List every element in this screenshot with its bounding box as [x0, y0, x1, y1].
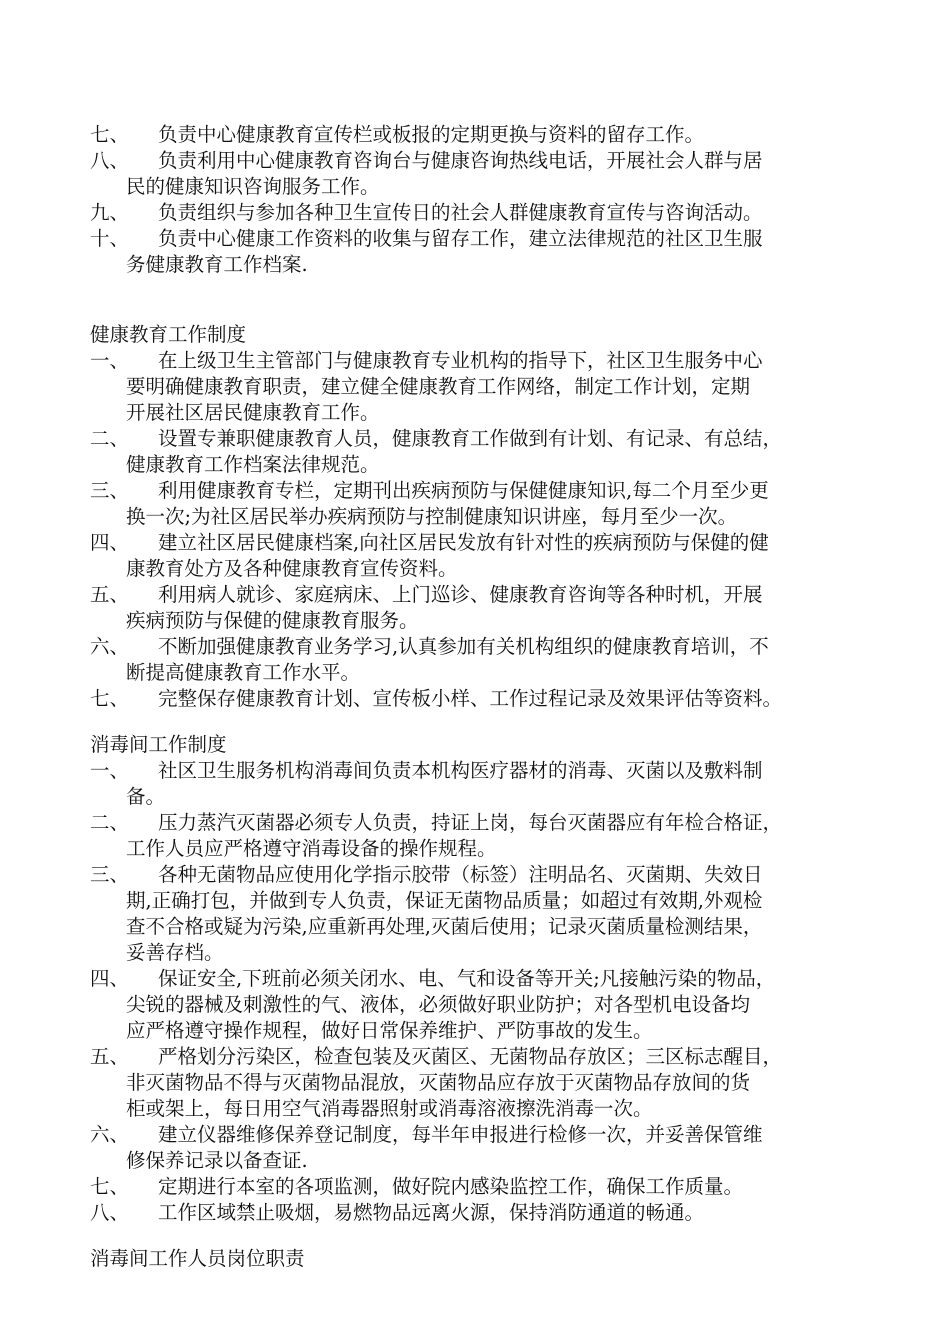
- list-item-number: 七、: [90, 687, 130, 710]
- section-title-disinfection-staff: 消毒间工作人员岗位职责: [90, 1247, 305, 1270]
- list-item: [90, 348, 870, 426]
- list-item: [90, 200, 870, 226]
- list-item-text: [126, 426, 870, 478]
- list-item-text: [126, 226, 870, 278]
- text-line: 在上级卫生主管部门与健康教育专业机构的指导下，社区卫生服务中心: [158, 349, 763, 372]
- list-item: [90, 530, 870, 582]
- text-line: 压力蒸汽灭菌器必须专人负责，持证上岗，每台灭菌器应有年检合格证，: [158, 811, 783, 834]
- list-item-number: 二、: [90, 811, 130, 834]
- text-line: 应严格遵守操作规程，做好日常保养维护、严防事故的发生。: [126, 1019, 653, 1042]
- text-line: 康教育处方及各种健康教育宣传资料。: [126, 557, 458, 580]
- list-item: [90, 122, 870, 148]
- list-item-number: 三、: [90, 863, 130, 886]
- list-item-text: [126, 1044, 870, 1122]
- list-item: [90, 582, 870, 634]
- list-item-text: [158, 200, 870, 226]
- text-line: 非灭菌物品不得与灭菌物品混放，灭菌物品应存放于灭菌物品存放间的货: [126, 1071, 751, 1094]
- text-line: 开展社区居民健康教育工作。: [126, 401, 380, 424]
- list-item: [90, 226, 870, 278]
- list-item-text: [126, 348, 870, 426]
- list-item-text: [158, 686, 870, 712]
- list-item: [90, 634, 870, 686]
- text-line: 断提高健康教育工作水平。: [126, 661, 361, 684]
- list-item-number: 二、: [90, 427, 130, 450]
- text-line: 建立仪器维修保养登记制度，每半年申报进行检修一次，并妥善保管维: [158, 1123, 763, 1146]
- list-item: [90, 148, 870, 200]
- section-0: [90, 122, 870, 278]
- text-line: 建立社区居民健康档案,向社区居民发放有针对性的疾病预防与保健的健: [158, 531, 769, 554]
- text-line: 妥善存档。: [126, 941, 224, 964]
- text-line: 定期进行本室的各项监测，做好院内感染监控工作，确保工作质量。: [158, 1175, 744, 1198]
- list-item-number: 五、: [90, 583, 130, 606]
- text-line: 民的健康知识咨询服务工作。: [126, 175, 380, 198]
- text-line: 社区卫生服务机构消毒间负责本机构医疗器材的消毒、灭菌以及敷料制: [158, 759, 763, 782]
- text-line: 完整保存健康教育计划、宣传板小样、工作过程记录及效果评估等资料。: [158, 687, 783, 710]
- list-item: [90, 686, 870, 712]
- text-line: 健康教育工作档案法律规范。: [126, 453, 380, 476]
- list-item-number: 八、: [90, 1201, 130, 1224]
- text-line: 备。: [126, 785, 166, 808]
- text-line: 不断加强健康教育业务学习,认真参加有关机构组织的健康教育培训，不: [158, 635, 769, 658]
- list-item-text: [126, 966, 870, 1044]
- list-item-number: 四、: [90, 967, 130, 990]
- list-item: [90, 1200, 870, 1226]
- list-item-text: [158, 1174, 870, 1200]
- text-line: 严格划分污染区，检查包装及灭菌区、无菌物品存放区；三区标志醒目，: [158, 1045, 783, 1068]
- list-item-number: 九、: [90, 201, 130, 224]
- text-line: 换一次;为社区居民举办疾病预防与控制健康知识讲座，每月至少一次。: [126, 505, 738, 528]
- section-2: [90, 758, 870, 1226]
- text-line: 疾病预防与保健的健康教育服务。: [126, 609, 419, 632]
- text-line: 查不合格或疑为污染,应重新再处理,灭菌后使用；记录灭菌质量检测结果，: [126, 915, 763, 938]
- list-item-text: [126, 758, 870, 810]
- list-item-number: 七、: [90, 123, 130, 146]
- list-item-number: 十、: [90, 227, 130, 250]
- list-item: [90, 426, 870, 478]
- list-item: [90, 966, 870, 1044]
- list-item-text: [126, 478, 870, 530]
- list-item-number: 一、: [90, 759, 130, 782]
- list-item-text: [158, 1200, 870, 1226]
- list-item-number: 一、: [90, 349, 130, 372]
- list-item: [90, 1044, 870, 1122]
- text-line: 尖锐的器械及刺激性的气、液体，必须做好职业防护；对各型机电设备均: [126, 993, 751, 1016]
- list-item-number: 六、: [90, 1123, 130, 1146]
- text-line: 负责利用中心健康教育咨询台与健康咨询热线电话，开展社会人群与居: [158, 149, 763, 172]
- list-item-number: 七、: [90, 1175, 130, 1198]
- list-item: [90, 810, 870, 862]
- list-item-text: [126, 810, 870, 862]
- text-line: 各种无菌物品应使用化学指示胶带（标签）注明品名、灭菌期、失效日: [158, 863, 763, 886]
- list-item-number: 八、: [90, 149, 130, 172]
- text-line: 负责中心健康工作资料的收集与留存工作，建立法律规范的社区卫生服: [158, 227, 763, 250]
- text-line: 负责组织与参加各种卫生宣传日的社会人群健康教育宣传与咨询活动。: [158, 201, 763, 224]
- list-item-text: [126, 582, 870, 634]
- text-line: 务健康教育工作档案.: [126, 253, 308, 276]
- list-item-number: 四、: [90, 531, 130, 554]
- list-item: [90, 1122, 870, 1174]
- text-line: 工作区域禁止吸烟，易燃物品远离火源，保持消防通道的畅通。: [158, 1201, 705, 1224]
- list-item: [90, 1174, 870, 1200]
- list-item-number: 三、: [90, 479, 130, 502]
- text-line: 利用健康教育专栏，定期刊出疾病预防与保健健康知识,每二个月至少更: [158, 479, 769, 502]
- text-line: 保证安全,下班前必须关闭水、电、气和设备等开关;凡接触污染的物品，: [158, 967, 776, 990]
- list-item-text: [158, 122, 870, 148]
- list-item-text: [126, 862, 870, 966]
- document-content: [90, 122, 870, 1272]
- list-item: [90, 478, 870, 530]
- text-line: 期,正确打包，并做到专人负责，保证无菌物品质量；如超过有效期,外观检: [126, 889, 763, 912]
- list-item: [90, 862, 870, 966]
- list-item-number: 六、: [90, 635, 130, 658]
- list-item: [90, 758, 870, 810]
- list-item-number: 五、: [90, 1045, 130, 1068]
- list-item-text: [126, 530, 870, 582]
- list-item-text: [126, 634, 870, 686]
- text-line: 修保养记录以备查证.: [126, 1149, 308, 1172]
- list-item-text: [126, 1122, 870, 1174]
- text-line: 负责中心健康教育宣传栏或板报的定期更换与资料的留存工作。: [158, 123, 705, 146]
- text-line: 柜或架上，每日用空气消毒器照射或消毒溶液擦洗消毒一次。: [126, 1097, 653, 1120]
- text-line: 设置专兼职健康教育人员，健康教育工作做到有计划、有记录、有总结，: [158, 427, 783, 450]
- section-1: [90, 348, 870, 712]
- section-title-health-education: 健康教育工作制度: [90, 323, 247, 346]
- text-line: 利用病人就诊、家庭病床、上门巡诊、健康教育咨询等各种时机，开展: [158, 583, 763, 606]
- section-title-disinfection-room: 消毒间工作制度: [90, 733, 227, 756]
- list-item-text: [126, 148, 870, 200]
- text-line: 要明确健康教育职责，建立健全健康教育工作网络，制定工作计划，定期: [126, 375, 751, 398]
- text-line: 工作人员应严格遵守消毒设备的操作规程。: [126, 837, 497, 860]
